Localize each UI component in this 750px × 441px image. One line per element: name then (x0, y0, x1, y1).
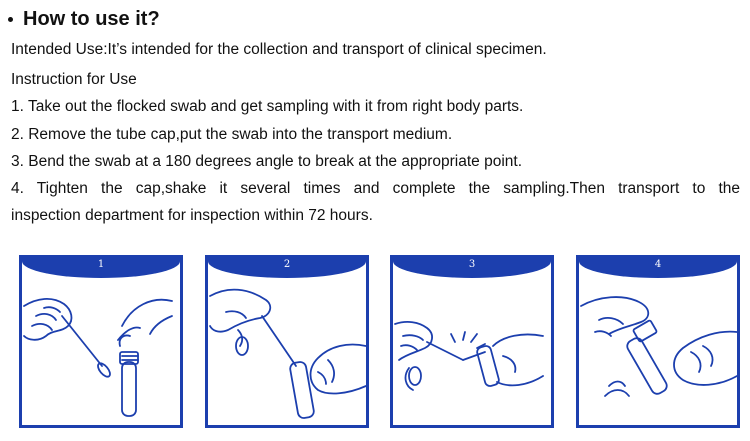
step-panel-3 (390, 255, 554, 428)
step-3: 3. Bend the swab at a 180 degrees angle to break at the appropriate point. (11, 153, 523, 170)
intended-use-text: Intended Use:It’s intended for the collection and transport of clinical specimen. (11, 41, 547, 58)
panel-number: 4 (654, 259, 662, 270)
panel-number: 1 (97, 259, 105, 270)
instruction-title: Instruction for Use (11, 71, 137, 88)
cap-and-shake-tube-icon (579, 276, 737, 425)
section-heading (8, 8, 160, 31)
panel-number: 3 (468, 259, 476, 270)
swab-into-tube-icon (208, 276, 366, 425)
bullet-icon (8, 17, 13, 22)
break-swab-icon (393, 276, 551, 425)
step-panel-4 (576, 255, 740, 428)
hand-swab-and-tube-icon (22, 276, 180, 425)
step-panel-1 (19, 255, 183, 428)
step-4: 4. Tighten the cap,shake it several times and complete the sampling.Then transport to the (11, 180, 740, 197)
heading-text: How to use it? (23, 8, 160, 30)
step-panel-2 (205, 255, 369, 428)
step-4-continued: inspection department for inspection within 72 hours. (11, 207, 373, 224)
step-2: 2. Remove the tube cap,put the swab into the transport medium. (11, 126, 453, 143)
panel-number: 2 (283, 259, 291, 270)
step-1: 1. Take out the flocked swab and get sampling with it from right body parts. (11, 98, 524, 115)
